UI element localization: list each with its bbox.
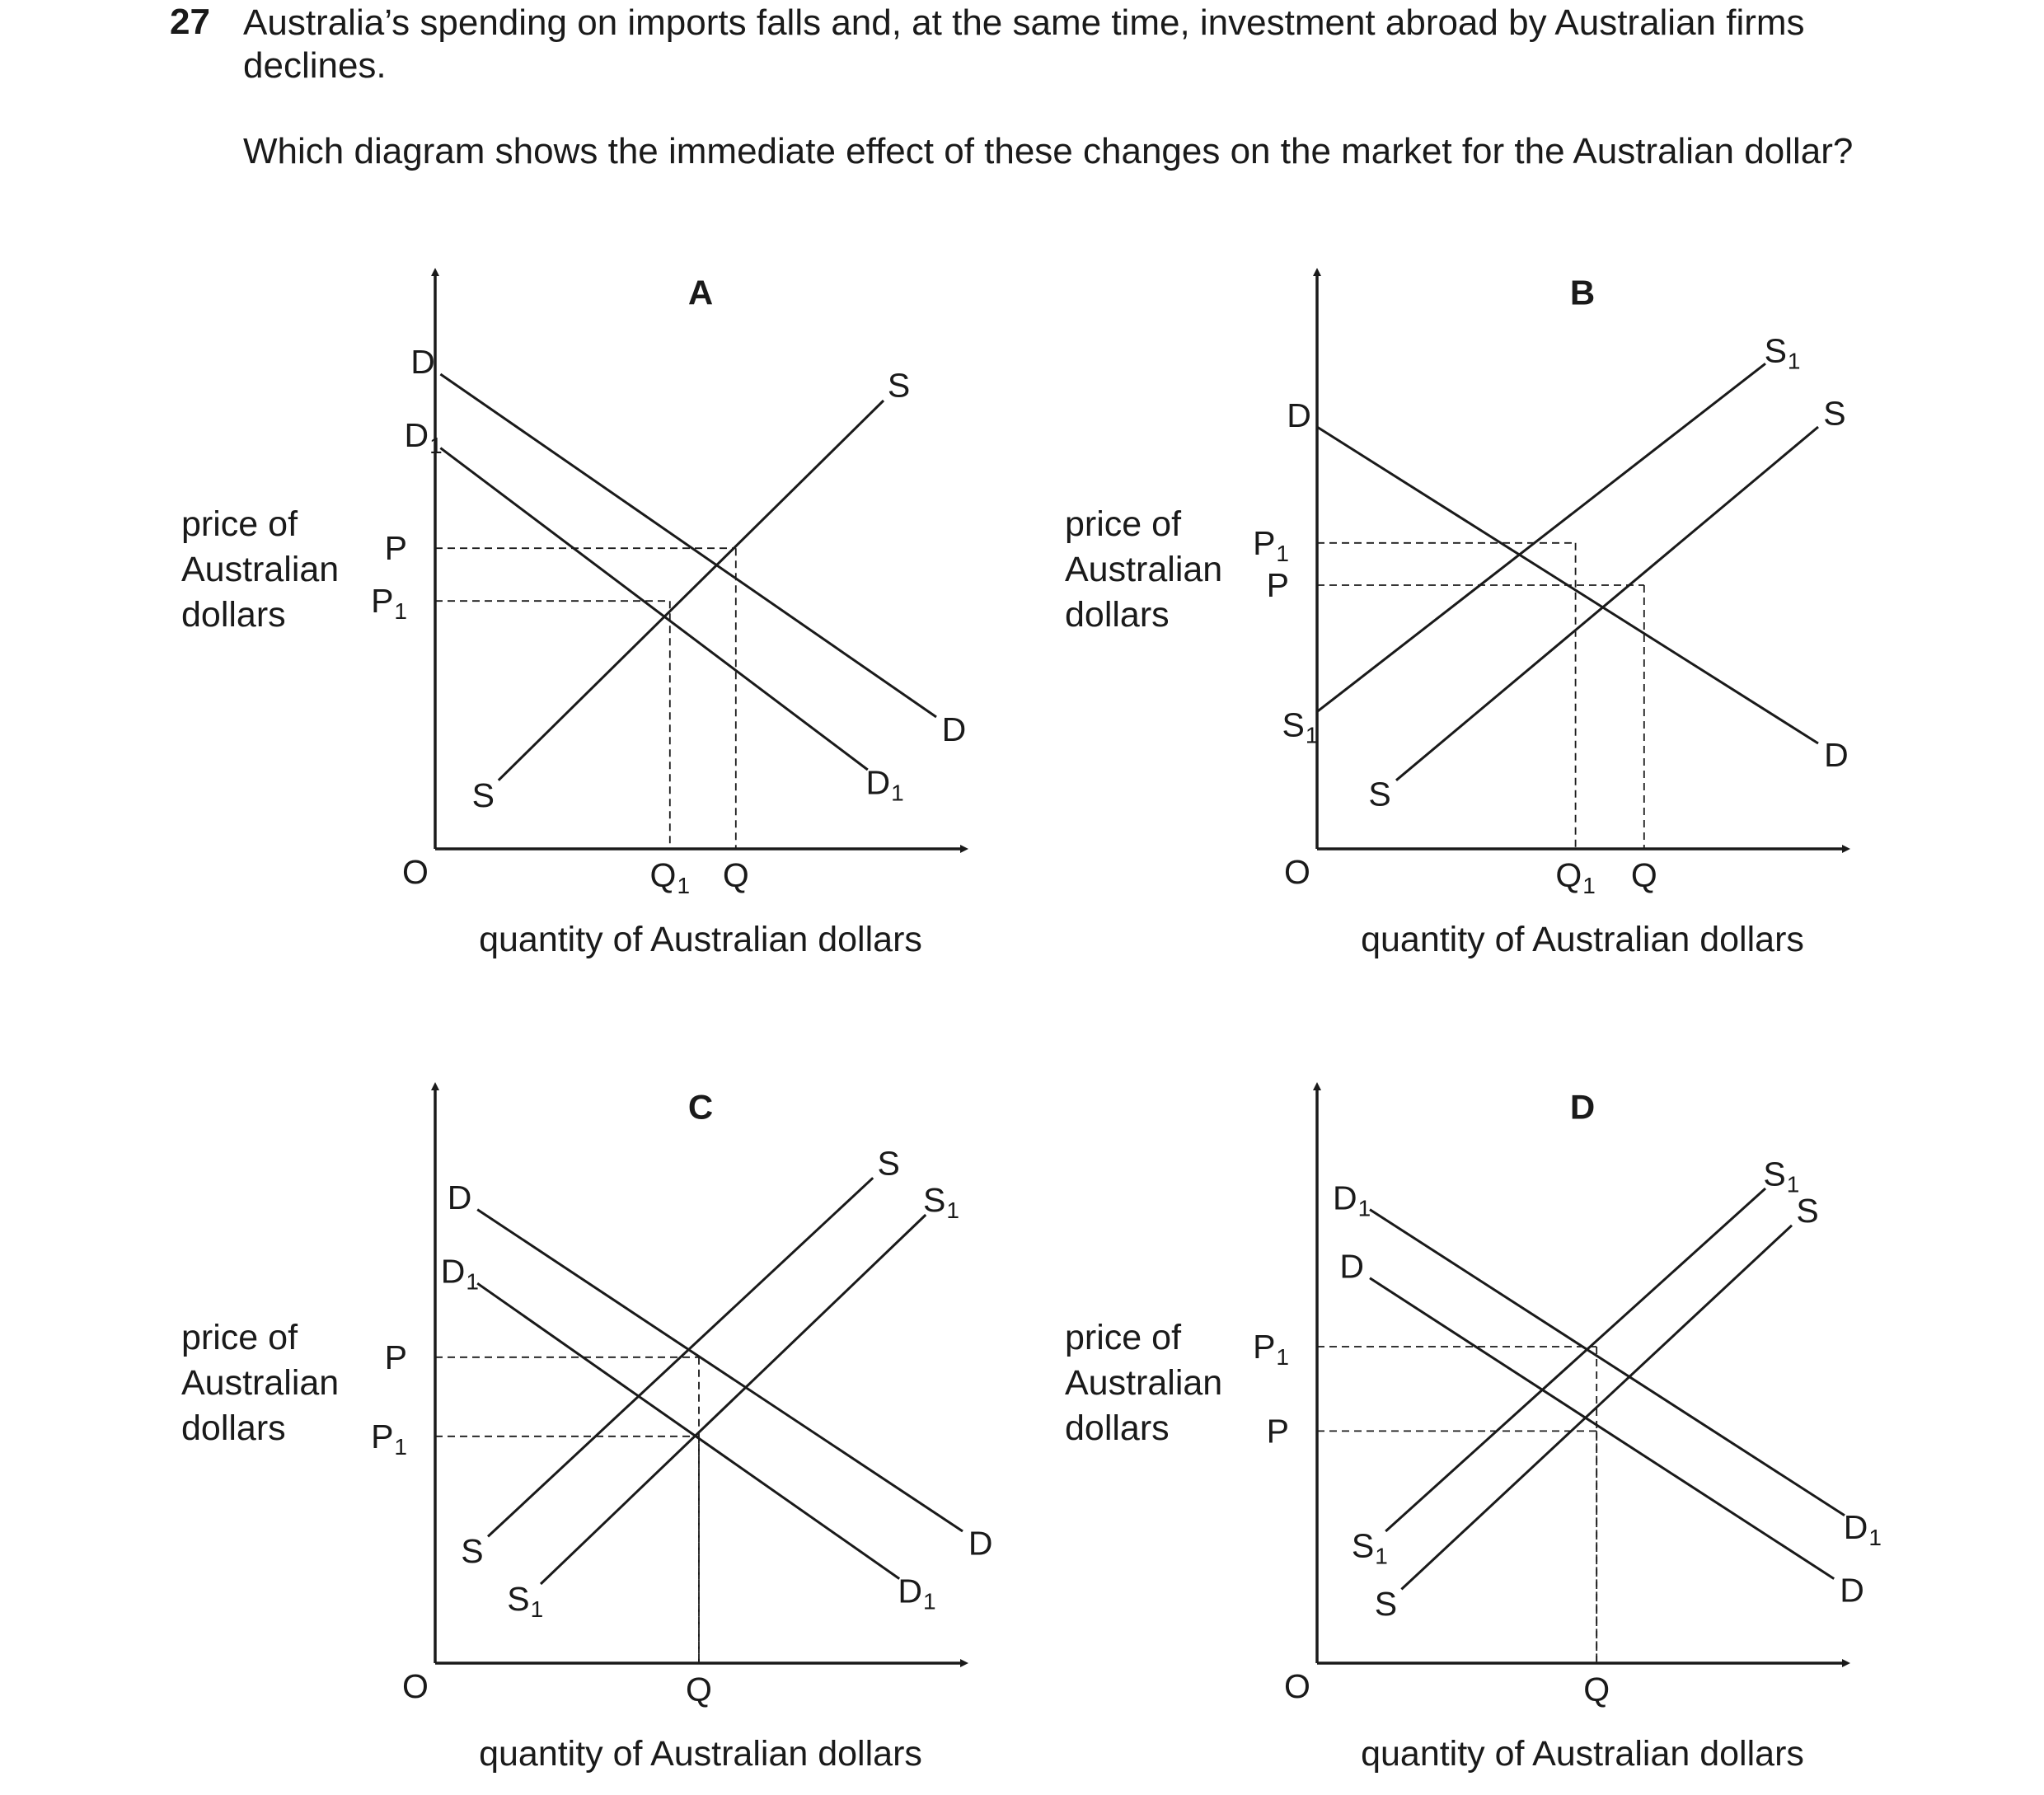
diagram-b: [1065, 272, 1849, 959]
diagram-a-curve-d-end-label: D: [941, 710, 967, 748]
diagram-b-origin: O: [1284, 853, 1310, 891]
diagram-b-title: B: [1569, 273, 1596, 312]
diagram-a-y-label: price of Australian dollars: [181, 504, 340, 635]
diagram-c-curve-s: [488, 1178, 873, 1536]
diagram-c-curve-d1-end-label: $D_1$: [898, 1572, 936, 1615]
diagram-a-curve-d: [440, 374, 936, 717]
diagram-c-curve-d-start-label: D: [447, 1179, 472, 1217]
diagram-d-curve-d: [1370, 1278, 1834, 1579]
diagram-a-x-label: quantity of Australian dollars: [479, 920, 922, 959]
diagram-c-curve-s1: [541, 1215, 926, 1584]
diagram-d-origin: O: [1284, 1667, 1310, 1705]
diagram-a-curve-d1: [440, 448, 867, 770]
diagram-d-curve-d1-start-label: $D_1$: [1333, 1179, 1371, 1221]
diagram-d-curve-s1-start-label: $S_1$: [1351, 1526, 1388, 1568]
diagram-a-curve-d1-end-label: $D_1$: [865, 763, 904, 806]
diagram-a-x-tick-1: $Q_1$: [649, 856, 691, 898]
diagram-a-y-tick-1: P: [384, 529, 407, 568]
diagram-d-x-label: quantity of Australian dollars: [1361, 1734, 1804, 1774]
diagram-b-curve-d-end-label: D: [1824, 735, 1849, 774]
question-prompt: Which diagram shows the immediate effect of these changes on the market for the Australian dollar?: [243, 131, 1854, 171]
diagram-d-curve-d1-end-label: $D_1$: [1843, 1507, 1882, 1550]
diagram-c-curve-s-start-label: S: [461, 1532, 484, 1571]
diagram-a-curve-s: [499, 401, 884, 780]
question-stem: Australia’s spending on imports falls and, at the same time, investment abroad by Australian firms declines.: [243, 2, 1805, 86]
diagram-b-x-tick-2: Q: [1630, 856, 1657, 894]
diagram-b-x-tick-1: $Q_1$: [1555, 856, 1596, 898]
diagram-d-curve-s-end-label: S: [1796, 1192, 1819, 1230]
diagram-d: [1065, 1086, 1882, 1774]
diagram-c-x-label: quantity of Australian dollars: [479, 1734, 922, 1774]
diagram-b-x-label: quantity of Australian dollars: [1361, 920, 1804, 959]
diagram-b-curve-s1-start-label: $S_1$: [1282, 705, 1319, 748]
diagram-c-curve-d1-start-label: $D_1$: [440, 1252, 479, 1294]
diagram-b-curve-s-start-label: S: [1368, 775, 1391, 813]
diagram-c-curve-d-end-label: D: [968, 1524, 993, 1563]
diagram-c-y-tick-1: P: [384, 1338, 407, 1376]
question-number: 27: [170, 2, 210, 42]
diagram-d-x-tick-1: Q: [1583, 1671, 1610, 1708]
diagram-a-curve-s-end-label: S: [887, 366, 911, 405]
diagram-a-origin: O: [402, 853, 429, 891]
diagram-c-y-tick-2: $P_1$: [371, 1417, 407, 1460]
diagram-d-y-tick-1: $P_1$: [1253, 1328, 1289, 1370]
diagram-a-curve-d-start-label: D: [410, 343, 435, 382]
diagram-b-curve-s-end-label: S: [1823, 394, 1846, 433]
diagram-b-y-label: price of Australian dollars: [1065, 504, 1223, 635]
diagram-b-curve-s: [1396, 427, 1818, 780]
diagram-c-title: C: [687, 1087, 714, 1127]
diagram-a-curve-s-start-label: S: [471, 776, 495, 815]
diagram-d-title: D: [1569, 1087, 1596, 1127]
diagram-d-curve-s1-end-label: $S_1$: [1763, 1155, 1800, 1197]
diagram-c-curve-d: [477, 1210, 963, 1531]
diagram-a: [181, 272, 966, 959]
diagram-b-y-tick-2: P: [1266, 566, 1289, 604]
diagram-c-y-label: price of Australian dollars: [181, 1318, 340, 1448]
diagram-a-y-tick-2: $P_1$: [371, 582, 407, 624]
diagram-b-y-tick-1: $P_1$: [1253, 523, 1289, 566]
diagram-d-y-label: price of Australian dollars: [1065, 1318, 1223, 1448]
diagram-c-curve-s1-end-label: $S_1$: [922, 1181, 959, 1223]
diagram-c-curve-s1-start-label: $S_1$: [507, 1579, 544, 1622]
diagram-d-curve-d1: [1370, 1210, 1845, 1516]
diagram-c-origin: O: [402, 1667, 429, 1705]
diagram-a-curve-d1-start-label: $D_1$: [404, 415, 443, 458]
diagram-a-x-tick-2: Q: [722, 856, 749, 894]
diagram-c-curve-s-end-label: S: [877, 1144, 900, 1183]
diagram-c: [181, 1086, 992, 1774]
diagram-d-y-tick-2: P: [1266, 1412, 1289, 1451]
diagram-b-curve-d-start-label: D: [1287, 396, 1311, 435]
diagram-a-title: A: [687, 273, 714, 312]
diagram-d-curve-d-end-label: D: [1840, 1571, 1864, 1610]
diagram-c-x-tick-1: Q: [686, 1671, 712, 1708]
diagram-d-curve-d-start-label: D: [1339, 1247, 1364, 1286]
diagram-b-curve-s1-end-label: $S_1$: [1764, 331, 1801, 373]
diagram-d-curve-s1: [1385, 1188, 1765, 1531]
diagram-d-curve-s-start-label: S: [1374, 1585, 1398, 1624]
diagram-c-curve-d1: [477, 1283, 899, 1578]
